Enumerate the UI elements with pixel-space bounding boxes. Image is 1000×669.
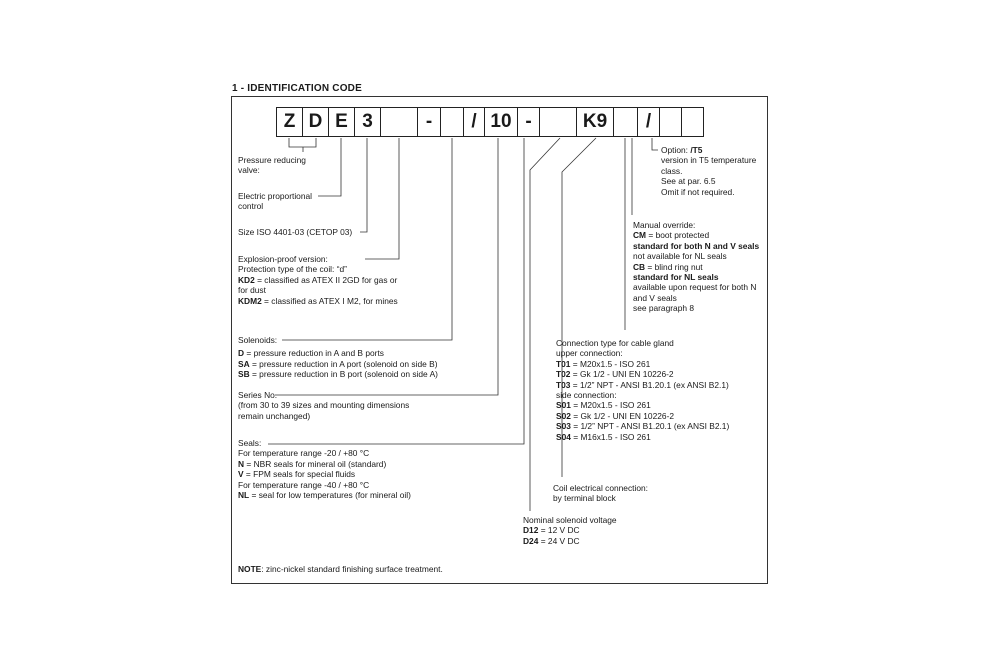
kdm2-text: = classified as ATEX I M2, for mines — [261, 295, 398, 306]
v-text: = FPM seals for special fluids — [243, 469, 356, 480]
note-label: NOTE — [238, 564, 262, 574]
kd2-entry — [238, 275, 398, 285]
t02-entry — [556, 369, 729, 379]
nl-entry — [238, 490, 411, 500]
cm-text: = boot protected — [646, 230, 710, 241]
explosion-line-4: for dust — [238, 285, 266, 296]
kd2-code: KD2 — [238, 274, 255, 285]
s01-text: = M20x1.5 - ISO 261 — [570, 400, 651, 411]
cm-standard: standard for both N and V seals — [633, 240, 760, 251]
cb-standard: standard for NL seals — [633, 272, 719, 283]
d-code: D — [238, 348, 245, 359]
t01-text: = M20x1.5 - ISO 261 — [570, 358, 651, 369]
v-entry — [238, 469, 411, 479]
size-label: Size ISO 4401-03 (CETOP 03) — [238, 227, 353, 237]
d-text: = pressure reduction in A and B ports — [244, 348, 384, 359]
connection-block — [556, 338, 729, 442]
section-title: 1 - IDENTIFICATION CODE — [232, 83, 362, 94]
sb-code: SB — [238, 369, 250, 380]
d24-entry — [523, 536, 617, 546]
option-block — [661, 145, 756, 197]
t02-text: = Gk 1/2 - UNI EN 10226-2 — [570, 369, 674, 380]
sa-entry — [238, 359, 438, 369]
manual-see: see paragraph 8 — [633, 303, 694, 314]
cb-entry — [633, 262, 759, 272]
t03-code: T03 — [556, 379, 571, 390]
solenoids-line-1: Solenoids: — [238, 335, 278, 345]
cm-note: not available for NL seals — [633, 251, 727, 262]
note-text: : zinc-nickel standard finishing surface treatment. — [261, 564, 443, 574]
code-box-3: E — [328, 107, 355, 137]
code-box-10: - — [517, 107, 540, 137]
code-box-1: Z — [276, 107, 303, 137]
nl-code: NL — [238, 490, 250, 501]
cm-code: CM — [633, 230, 647, 241]
t01-entry — [556, 359, 729, 369]
n-code: N — [238, 458, 245, 469]
voltage-line-1: Nominal solenoid voltage — [523, 515, 617, 525]
kdm2-entry — [238, 296, 398, 306]
code-box-14: / — [637, 107, 660, 137]
s03-text: = 1/2” NPT - ANSI B1.20.1 (ex ANSI B2.1) — [570, 421, 730, 432]
cm-entry — [633, 230, 759, 240]
coil-connection-block — [553, 483, 648, 504]
s04-text: = M16x1.5 - ISO 261 — [570, 431, 651, 442]
seals-block — [238, 438, 411, 500]
option-title — [661, 145, 756, 155]
option-line-4: See at par. 6.5 — [661, 176, 716, 187]
explosion-proof-block — [238, 254, 398, 306]
electric-control-label — [238, 191, 312, 212]
n-entry — [238, 459, 411, 469]
sb-text: = pressure reduction in B port (solenoid on side A) — [249, 369, 438, 380]
cb-note-2: and V seals — [633, 292, 677, 303]
option-line-5: Omit if not required. — [661, 186, 735, 197]
d12-code: D12 — [523, 525, 539, 536]
connection-line-1: Connection type for cable gland — [556, 338, 674, 348]
coil-line-2: by terminal block — [553, 493, 616, 504]
seals-line-1: Seals: — [238, 438, 262, 448]
series-block — [238, 390, 409, 421]
connection-line-6: side connection: — [556, 390, 617, 401]
pressure-line-2: valve: — [238, 165, 260, 176]
option-label: Option: — [661, 145, 691, 155]
cb-code: CB — [633, 261, 646, 272]
cb-text: = blind ring nut — [645, 261, 703, 272]
note — [238, 564, 443, 574]
s02-text: = Gk 1/2 - UNI EN 10226-2 — [570, 410, 675, 421]
cb-note-1: available upon request for both N — [633, 282, 757, 293]
solenoids-block — [238, 335, 438, 380]
sb-entry — [238, 369, 438, 379]
s04-entry — [556, 432, 729, 442]
manual-override-block — [633, 220, 759, 314]
t03-entry — [556, 380, 729, 390]
s01-entry — [556, 400, 729, 410]
s01-code: S01 — [556, 400, 571, 411]
v-code: V — [238, 469, 244, 480]
pressure-reducing-label — [238, 155, 306, 176]
d12-entry — [523, 525, 617, 535]
d12-text: = 12 V DC — [538, 525, 580, 536]
explosion-line-1: Explosion-proof version: — [238, 254, 328, 264]
d-entry — [238, 348, 438, 358]
s02-entry — [556, 411, 729, 421]
s02-code: S02 — [556, 410, 571, 421]
t03-text: = 1/2” NPT - ANSI B1.20.1 (ex ANSI B2.1) — [570, 379, 729, 390]
option-line-2: version in T5 temperature — [661, 155, 757, 166]
s04-code: S04 — [556, 431, 571, 442]
series-line-1: Series No. — [238, 390, 278, 400]
kd2-text: = classified as ATEX II 2GD for gas or — [254, 274, 398, 285]
n-text: = NBR seals for mineral oil (standard) — [244, 458, 387, 469]
d24-code: D24 — [523, 535, 539, 546]
s03-entry — [556, 421, 729, 431]
series-line-3: remain unchanged) — [238, 410, 311, 421]
option-line-3: class. — [661, 165, 683, 176]
option-code: /T5 — [690, 145, 703, 155]
s03-code: S03 — [556, 421, 571, 432]
manual-line-1: Manual override: — [633, 220, 696, 230]
electric-line-2: control — [238, 201, 264, 212]
seals-line-5: For temperature range -40 / +80 °C — [238, 479, 370, 490]
connection-line-2: upper connection: — [556, 348, 623, 359]
t01-code: T01 — [556, 358, 571, 369]
nominal-voltage-block — [523, 515, 617, 546]
electric-line-1: Electric proportional — [238, 191, 313, 201]
sa-code: SA — [238, 358, 250, 369]
code-box-9: 10 — [484, 107, 518, 137]
seals-line-2: For temperature range -20 / +80 °C — [238, 448, 370, 459]
sa-text: = pressure reduction in A port (solenoid on side B) — [249, 358, 438, 369]
kdm2-code: KDM2 — [238, 295, 262, 306]
explosion-line-2: Protection type of the coil: “d” — [238, 264, 347, 275]
nl-text: = seal for low temperatures (for mineral oil) — [249, 490, 411, 501]
code-box-6: - — [417, 107, 441, 137]
t02-code: T02 — [556, 369, 571, 380]
pressure-line-1: Pressure reducing — [238, 155, 306, 165]
code-box-8: / — [463, 107, 485, 137]
series-line-2: (from 30 to 39 sizes and mounting dimensions — [238, 400, 410, 411]
code-box-4: 3 — [354, 107, 381, 137]
code-box-2: D — [302, 107, 329, 137]
code-box-12: K9 — [576, 107, 614, 137]
coil-line-1: Coil electrical connection: — [553, 483, 648, 493]
d24-text: = 24 V DC — [538, 535, 580, 546]
